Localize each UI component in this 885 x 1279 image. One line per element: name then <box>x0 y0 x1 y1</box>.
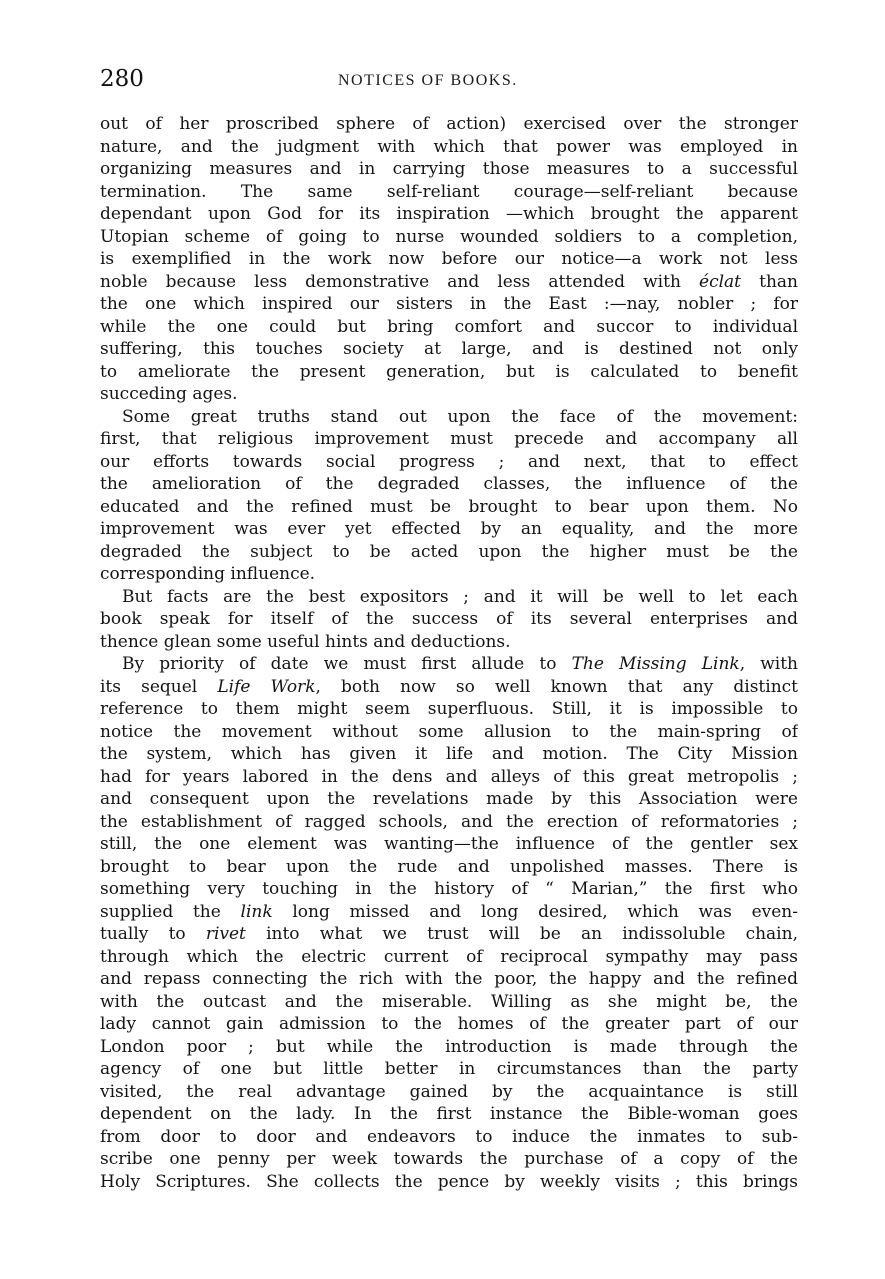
text-line: the system, which has given it life and motion. The City Mission <box>100 744 798 764</box>
text-line: through which the electric current of reciprocal sympathy may pass <box>100 946 798 967</box>
text-line: dependant upon God for its inspiration —which brought the apparent <box>100 204 798 224</box>
text-line: is exemplified in the work now before our notice—a work not less <box>100 249 798 269</box>
text-line: lady cannot gain admission to the homes of the greater part of our <box>100 1014 798 1034</box>
text-line: to ameliorate the present generation, but is calculated to benefit <box>100 361 798 382</box>
text-line: educated and the refined must be brought to bear upon them. No <box>100 496 798 517</box>
text-line: our efforts towards social progress ; and next, that to effect <box>100 451 798 472</box>
text-line: Some great truths stand out upon the face of the movement: <box>122 406 798 427</box>
text-line: termination. The same self-reliant courage—self-reliant because <box>100 181 798 202</box>
text-line: noble because less demonstrative and less attended with éclat than <box>100 271 798 292</box>
text-line: notice the movement without some allusion to the main-spring of <box>100 721 798 742</box>
text-line: London poor ; but while the introduction is made through the <box>100 1036 798 1057</box>
text-line: its sequel Life Work, both now so well known that any distinct <box>100 676 798 697</box>
text-line: had for years labored in the dens and alleys of this great metropolis ; <box>100 766 798 787</box>
text-line: the establishment of ragged schools, and the erection of reformatories ; <box>100 811 798 832</box>
text-line: from door to door and endeavors to induce the inmates to sub- <box>100 1126 798 1147</box>
text-line: thence glean some useful hints and deductions. <box>100 631 511 652</box>
text-line: Holy Scriptures. She collects the pence by weekly visits ; this brings <box>100 1171 798 1192</box>
page-header <box>100 64 800 98</box>
text-line: and repass connecting the rich with the poor, the happy and the refined <box>100 969 798 989</box>
text-line: By priority of date we must first allude to The Missing Link, with <box>122 654 798 674</box>
text-line: suffering, this touches society at large, and is destined not only <box>100 339 798 359</box>
text-line: degraded the subject to be acted upon the higher must be the <box>100 541 798 562</box>
running-title: NOTICES OF BOOKS. <box>338 72 518 89</box>
text-line: the amelioration of the degraded classes, the influence of the <box>100 474 798 494</box>
text-line: first, that religious improvement must precede and accompany all <box>100 429 798 449</box>
text-line: But facts are the best expositors ; and it will be well to let each <box>122 586 798 607</box>
text-line: agency of one but little better in circumstances than the party <box>100 1059 798 1079</box>
text-line: organizing measures and in carrying those measures to a successful <box>100 159 798 179</box>
text-line: with the outcast and the miserable. Willing as she might be, the <box>100 991 798 1012</box>
text-line: while the one could but bring comfort and succor to individual <box>100 316 798 337</box>
text-line: Utopian scheme of going to nurse wounded soldiers to a completion, <box>100 226 798 247</box>
text-line: book speak for itself of the success of its several enterprises and <box>100 609 798 629</box>
text-line: reference to them might seem superfluous. Still, it is impossible to <box>100 699 798 719</box>
body-text <box>100 113 798 1193</box>
text-line: dependent on the lady. In the first instance the Bible-woman goes <box>100 1104 798 1124</box>
text-line: corresponding influence. <box>100 564 316 584</box>
text-line: something very touching in the history of “ Marian,” the first who <box>100 879 798 899</box>
page-number: 280 <box>100 66 144 92</box>
text-line: the one which inspired our sisters in the East :—nay, nobler ; for <box>100 294 798 314</box>
text-line: scribe one penny per week towards the purchase of a copy of the <box>100 1149 798 1169</box>
text-line: succeding ages. <box>100 384 238 404</box>
text-line: out of her proscribed sphere of action) exercised over the stronger <box>100 114 798 134</box>
text-line: visited, the real advantage gained by the acquaintance is still <box>100 1081 798 1102</box>
text-line: supplied the link long missed and long desired, which was even- <box>100 901 798 922</box>
text-line: tually to rivet into what we trust will be an indissoluble chain, <box>100 924 798 944</box>
text-line: brought to bear upon the rude and unpolished masses. There is <box>100 856 798 877</box>
text-line: still, the one element was wanting—the influence of the gentler sex <box>100 834 798 854</box>
text-line: nature, and the judgment with which that power was employed in <box>100 136 798 157</box>
text-line: and consequent upon the revelations made by this Association were <box>100 789 798 809</box>
text-line: improvement was ever yet effected by an equality, and the more <box>100 519 798 539</box>
